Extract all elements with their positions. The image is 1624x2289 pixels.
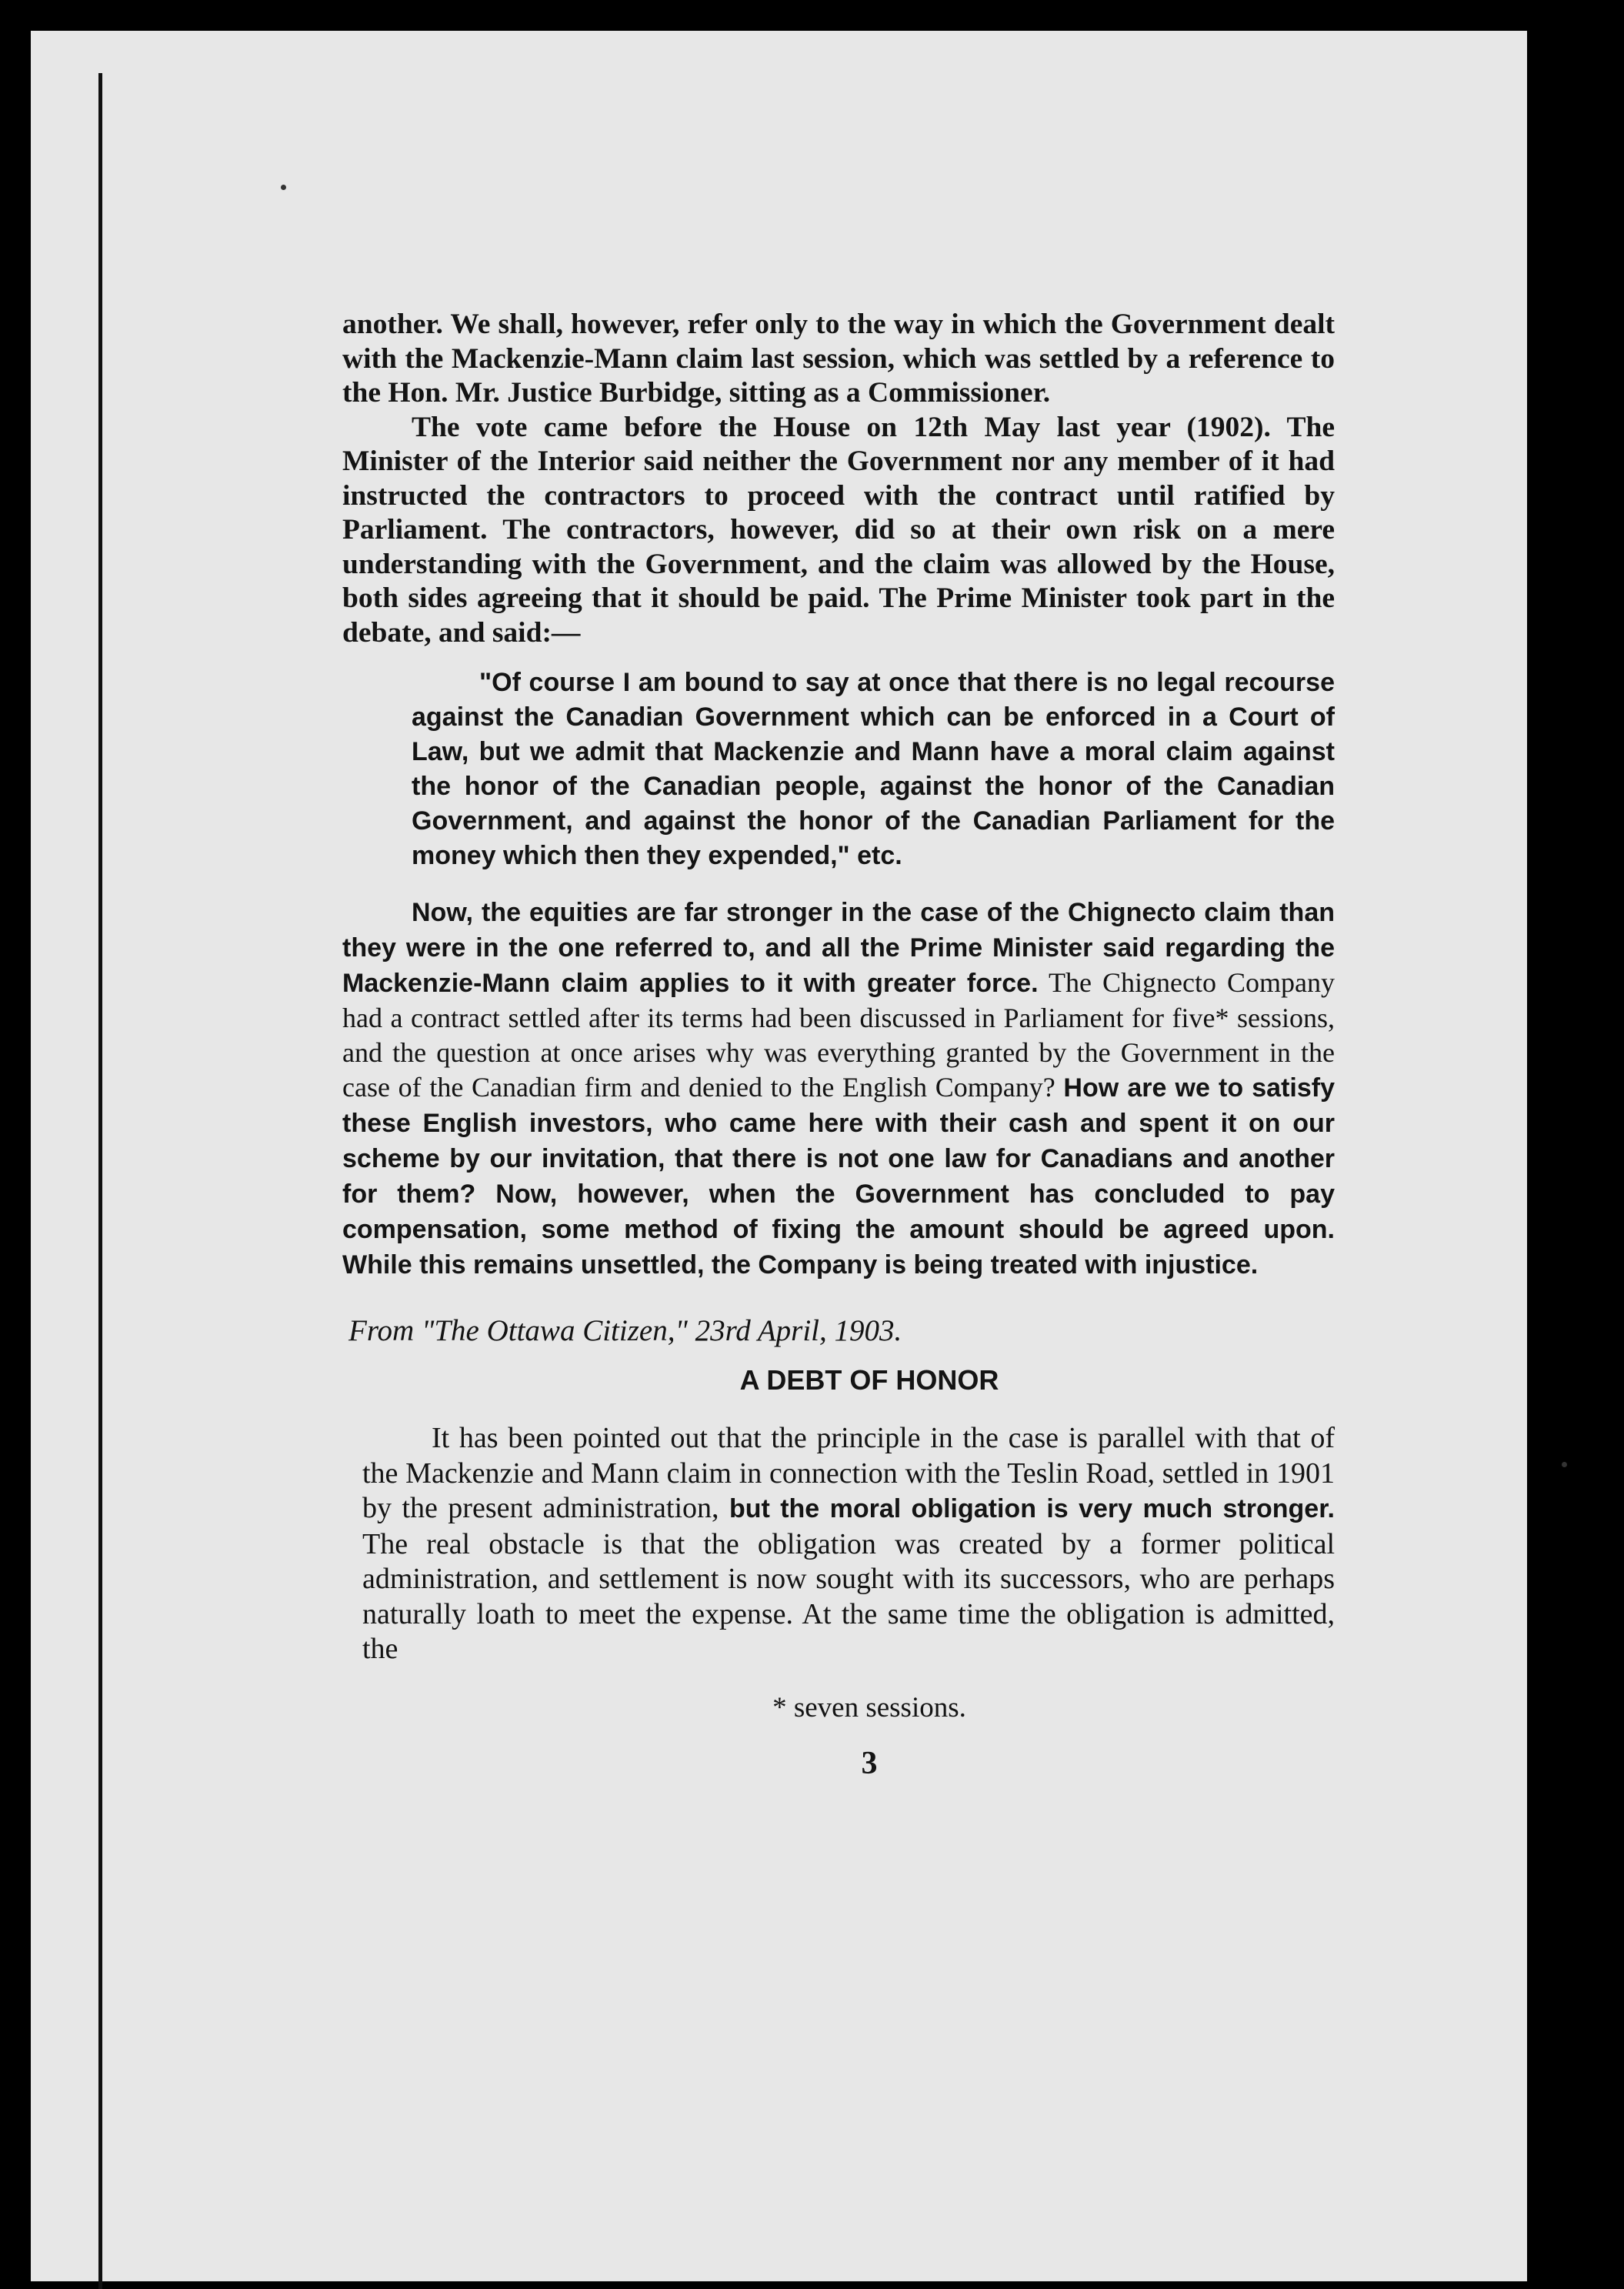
speck [281,185,286,190]
paragraph-3-normal: The Chignecto Company had a contract settled after its terms had been discussed in Parliament for five* sessions, and the question at once arises why was everything granted by the Government in the case of the Canadian firm and denied to the English Company? [342,967,1336,1103]
page-number: 3 [861,1745,878,1781]
source-citation: From "The Ottawa Citizen," 23rd April, 1903. [348,1314,902,1347]
paragraph-3-bold-start: Now, the equities are far stronger in the case of the Chignecto claim than they were in the one referred to, and all the Prime Minister said regarding the Mackenzie-Mann claim applies to it with greater force. [342,898,1335,998]
paragraph-2: The vote came before the House on 12th May last year (1902). The Minister of the Interior said neither the Government nor any member of it had instructed the contractors to proceed with the contract until ratified by Parliament. The contractors, however, did so at their own risk on a mere understanding with the Government, and the claim was allowed by the House, both sides agreeing that it should be paid. The Prime Minister took part in the debate, and said:— [342,411,1335,649]
binding-edge [98,73,102,2289]
block-quote: "Of course I am bound to say at once that there is no legal recourse against the Canadian Government which can be enforced in a Court of Law, but we admit that Mackenzie and Mann have a moral claim against the honor of the Canadian people, against the honor of the Canadian Government, and against the honor of the Canadian Parliament for the money which then they expended," etc. [412,668,1335,870]
document-page [31,31,1527,2281]
paragraph-4-bold: but the moral obligation is very much stronger. [729,1494,1335,1523]
paragraph-1: another. We shall, however, refer only to the way in which the Government dealt with the Mackenzie-Mann claim last session, which was settled by a reference to the Hon. Mr. Justice Burbidge, sitting as a Commissioner. [342,309,1335,409]
section-heading: A DEBT OF HONOR [739,1364,999,1396]
paragraph-4-part-a: It has been pointed out that the principle in the case is parallel with that of the Mackenzie and Mann claim in connection with the Teslin Road, settled in 1901 by the present administration, [362,1422,1335,1524]
speck [1562,1462,1567,1467]
text-body [342,308,1335,1783]
paragraph-4-part-b: The real obstacle is that the obligation was created by a former political administration, and settlement is now sought with its successors, who are perhaps naturally loath to meet the expense. At the same time the obligation is admitted, the [362,1527,1335,1665]
footnote: * seven sessions. [772,1691,966,1723]
paragraph-3 [342,895,1335,1283]
paragraph-4 [362,1421,1335,1667]
paragraph-3-bold-end: How are we to satisfy these English investors, who came here with their cash and spent it on our scheme by our invitation, that there is not one law for Canadians and another for them? Now, however, when the Government has concluded to pay compensation, some method of fixing the amount should be agreed upon. While this remains unsettled, the Company is being treated with injustice. [342,1073,1335,1280]
